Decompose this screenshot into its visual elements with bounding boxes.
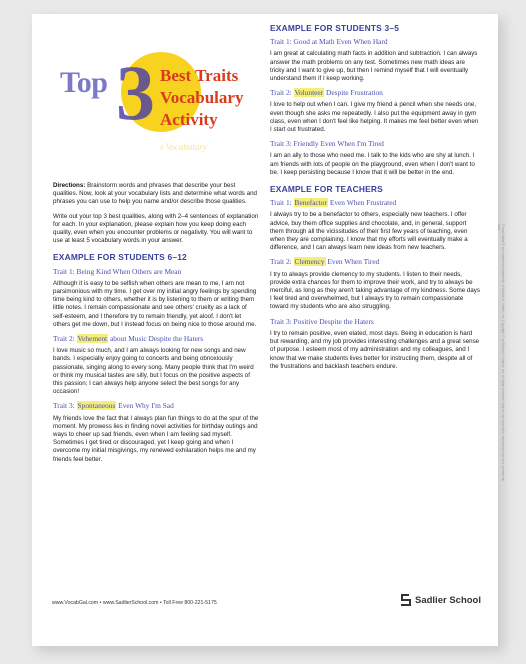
trait-text: I try to remain positive, even elated, most days. Being in education is hard but rewarding, and my job provides interesting challenges and a great sense of purpose. I esteem most of my administration and my colleagues, and I know that we make students lives better for instructing them, despite all of the frustrations and backlash teachers endure.	[270, 329, 480, 370]
left-column	[53, 182, 259, 470]
worksheet-page	[32, 14, 505, 646]
trait-suffix: Even When Frustrated	[327, 198, 397, 208]
title-block	[60, 49, 266, 172]
section-header-3-5: EXAMPLE FOR STUDENTS 3–5	[270, 23, 400, 33]
highlighted-word: Spontaneous	[77, 401, 116, 411]
trait-prefix: Trait 3:	[53, 401, 77, 411]
trait-suffix: about Music Despite the Haters	[108, 334, 204, 344]
title-line3: Activity	[160, 110, 218, 129]
footer-links: www.VocabGal.com • www.SadlierSchool.com • Toll Free 800-221-5175	[52, 600, 217, 606]
trait-suffix: Despite Frustration	[324, 88, 383, 98]
section-header-6-12: EXAMPLE FOR STUDENTS 6–12	[53, 252, 187, 263]
title-line2: Vocabulary	[160, 88, 244, 107]
title-number: 3	[116, 49, 155, 136]
trait-heading: Trait 3: Positive Despite the Haters	[270, 316, 374, 326]
highlighted-word: Benefactor	[294, 198, 327, 208]
trait-suffix: Even When Tired	[325, 257, 380, 267]
title-line1: Best Traits	[160, 66, 239, 85]
trait-heading: Trait 3: Friendly Even When I'm Tired	[270, 139, 384, 149]
trait-heading	[53, 335, 259, 343]
trait-text: I love to help out when I can. I give my friend a pencil when she needs one, even though she asks me repeatedly. I also put the equipment away in gym class, even when I don't feel like helping. It makes me feel better even when I start out frustrated.	[270, 101, 479, 134]
trait-heading	[270, 199, 480, 207]
trait-heading	[270, 258, 480, 266]
trait-suffix: Even Why I'm Sad	[116, 401, 174, 411]
trait-text: I am an ally to those who need me. I talk to the kids who are shy at lunch. I am friends with lots of people on the playground, even when I don't want to be. I keep persisting because I know that it will be better in the end.	[270, 152, 475, 176]
trait-heading	[53, 402, 259, 410]
trait-prefix: Trait 2:	[270, 257, 294, 267]
directions-text: Brainstorm words and phrases that describe your best qualities. Now, look at your vocabulary lists and determine what words and phrases you can use to help you name and/or describe those qualities.	[53, 182, 257, 206]
directions-paragraph	[53, 182, 259, 207]
trait-prefix: Trait 1:	[270, 198, 294, 208]
right-column	[270, 24, 480, 377]
highlighted-word: Vehement	[77, 334, 108, 344]
trait-text: I try to always provide clemency to my students. I listen to their needs, provide extra chances for them to improve their work, and try to always be merciful, as long as they aren't taking advantage of my kindness. Some days I feel tired and overwhelmed, but I always try to remain compassionate toward my students who are also struggling.	[270, 270, 480, 311]
instructions-paragraph: Write out your top 3 best qualities, along with 2–4 sentences of explanation for each. In your explanation, please explain how you keep doing each quality, even when you encounter problems or negativity. You will want to use at least 5 vocabulary words in your answer.	[53, 212, 259, 245]
trait-heading: Trait 1: Good at Math Even When Hard	[270, 37, 388, 47]
copyright-side-text: ® and Sadlier® are registered trademarks of William H. Sadlier, Inc. Copyright © by William H. Sadlier, Inc. All rights reserved. May be reproduced for educational use (not commercial use)	[497, 224, 505, 482]
trait-text: I always try to be a benefactor to others, especially new teachers. I offer advice, buy them office supplies and chocolate, and, in general, support them through all the vicissitudes of their first few years of teaching, even when they are complaining. I know that my efforts will eventually make a difference, and I can always learn new ideas from new teachers.	[270, 211, 468, 252]
trait-prefix: Trait 2:	[53, 334, 77, 344]
directions-label: Directions:	[53, 182, 86, 189]
title-ghost-text: s Vocabulary	[160, 142, 207, 152]
logo-text: Sadlier School	[415, 594, 481, 606]
sadlier-logo	[400, 593, 481, 607]
trait-heading	[270, 89, 480, 97]
trait-text: Although it is easy to be selfish when others are mean to me, I am not parsimonious with my time. I get over my initial angry feelings by spending time being kind to others, whether it is by listening to them or writing them little notes. I remain compassionate and see others' cruelty as a lack of self-esteem, and I therefore try to remain friendly, yet aloof. I don't let others get me down, but I instead focus on being nice to those around me.	[53, 279, 257, 328]
section-header-teachers: EXAMPLE FOR TEACHERS	[270, 184, 383, 195]
trait-text: I am great at calculating math facts in addition and subtraction. I can always answer the math problems on any test. Sometimes new math ideas are tricky and I want to give up, but then I remind myself that I will eventually understand them if I keep working.	[270, 50, 478, 83]
trait-text: My friends love the fact that I always plan fun things to do at the spur of the moment. My prowess lies in finding novel activities for birthday outings and ways to cheer up sad friends, even when I am feeling sad myself. Sometimes I get tired or discouraged, yet I keep going and when I overcome my initial misgivings, my renewed exhilaration helps me and my friends feel better.	[53, 414, 259, 463]
sadlier-mark-icon	[400, 593, 412, 607]
trait-heading: Trait 1: Being Kind When Others are Mean	[53, 266, 182, 276]
trait-prefix: Trait 2:	[270, 88, 294, 98]
highlighted-word: Volunteer	[294, 88, 324, 98]
title-top: Top	[60, 66, 108, 99]
highlighted-word: Clemency	[294, 257, 325, 267]
trait-text: I love music so much, and I am always looking for new songs and new bands. I especially enjoy going to concerts and being obnoxiously passionate, singing along to every song. Many people think that I'm weird or think my musical tastes are silly, but I focus on the positive aspects of this passion; I can always help anyone select the best songs for any occasion!	[53, 347, 254, 396]
